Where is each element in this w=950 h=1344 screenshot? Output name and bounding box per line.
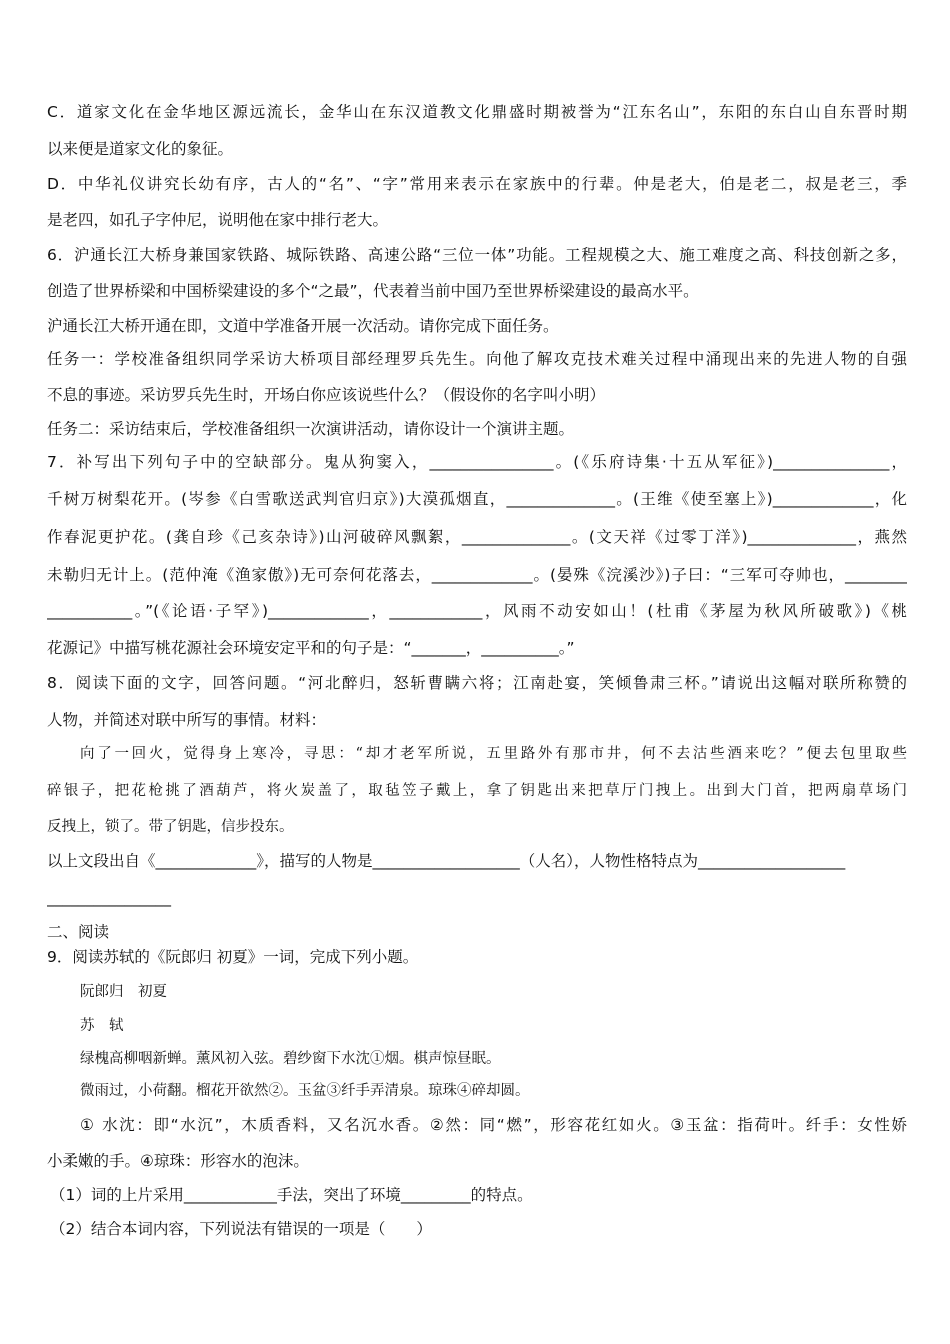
question-7-line-4: 未勒归无计上。(范仲淹《渔家傲》)无可奈何花落去，_____________。(晏殊《浣溪沙》)子曰：“三军可夺帅也，________ xyxy=(47,566,907,584)
sub-question-1: （1）词的上片采用____________手法，突出了环境_________的特点。 xyxy=(50,1186,533,1204)
question-8-line-2: 人物，并简述对联中所写的事情。材料： xyxy=(47,711,327,729)
question-9-prompt: 9．阅读苏轼的《阮郎归 初夏》一词，完成下列小题。 xyxy=(47,948,419,966)
poem-notes-line-1: ① 水沈：即“水沉”，木质香料，又名沉水香。②然：同“燃”，形容花红如火。③玉盆：指荷叶。纤手：女性娇 xyxy=(80,1116,907,1134)
question-6-line-1: 6．沪通长江大桥身兼国家铁路、城际铁路、高速公路“三位一体”功能。工程规模之大、施工难度之高、科技创新之多， xyxy=(47,246,907,264)
passage-line-1: 向了一回火，觉得身上寒冷，寻思：“却才老军所说，五里路外有那市井，何不去沽些酒来吃？”便去包里取些 xyxy=(80,746,907,762)
section-reading-heading: 二、阅读 xyxy=(47,923,110,941)
poem-line-1: 绿槐高柳咽新蝉。薰风初入弦。碧纱窗下水沈①烟。棋声惊昼眠。 xyxy=(80,1051,501,1067)
poem-title: 阮郎归 初夏 xyxy=(80,984,167,1000)
question-7-line-5: ___________。”(《论语·子罕》)_____________，____________，风雨不动安如山！(杜甫《茅屋为秋风所破歌》)《桃 xyxy=(47,602,907,620)
question-6-line-3: 沪通长江大桥开通在即，文道中学准备开展一次活动。请你完成下面任务。 xyxy=(47,317,559,335)
question-7-line-3: 作春泥更护花。(龚自珍《己亥杂诗》)山河破碎风飘絮，______________。(文天祥《过零丁洋》)______________，燕然 xyxy=(47,528,907,546)
question-6-line-2: 创造了世界桥梁和中国桥梁建设的多个“之最”，代表着当前中国乃至世界桥梁建设的最高水平。 xyxy=(47,282,699,300)
option-d-line-1: D．中华礼仪讲究长幼有序，古人的“名”、“字”常用来表示在家族中的行辈。仲是老大，伯是老二，叔是老三，季 xyxy=(47,175,907,193)
poem-author: 苏 轼 xyxy=(80,1018,124,1034)
option-d-line-2: 是老四，如孔子字仲尼，说明他在家中排行老大。 xyxy=(47,211,389,229)
question-8-blank-line-2: ________________ xyxy=(47,889,171,907)
task-one-line-2: 不息的事迹。采访罗兵先生时，开场白你应该说些什么？（假设你的名字叫小明） xyxy=(47,386,606,404)
poem-notes-line-2: 小柔嫩的手。④琼珠：形容水的泡沫。 xyxy=(47,1152,309,1170)
passage-line-3: 反拽上，锁了。带了钥匙，信步投东。 xyxy=(47,819,294,835)
passage-line-2: 碎银子，把花枪挑了酒葫芦，将火炭盖了，取毡笠子戴上，拿了钥匙出来把草厅门拽上。出到大门首，把两扇草场门 xyxy=(47,783,907,799)
sub-question-2: （2）结合本词内容，下列说法有错误的一项是（ ） xyxy=(50,1220,432,1238)
question-8-line-1: 8．阅读下面的文字，回答问题。“河北醉归，怒斩曹瞒六将；江南赴宴，笑倾鲁肃三杯。”请说出这幅对联所称赞的 xyxy=(47,674,907,692)
task-one-line-1: 任务一：学校准备组织同学采访大桥项目部经理罗兵先生。向他了解攻克技术难关过程中涌现出来的先进人物的自强 xyxy=(47,350,907,368)
task-two-line: 任务二：采访结束后，学校准备组织一次演讲活动，请你设计一个演讲主题。 xyxy=(47,420,575,438)
question-7-line-2: 千树万树梨花开。(岑参《白雪歌送武判官归京》)大漠孤烟直，______________。(王维《使至塞上》)_____________，化 xyxy=(47,490,907,508)
option-c-line-2: 以来便是道家文化的象征。 xyxy=(47,140,234,158)
poem-line-2: 微雨过，小荷翻。榴花开欲然②。玉盆③纤手弄清泉。琼珠④碎却圆。 xyxy=(80,1083,530,1099)
question-8-blank-line: 以上文段出自《_____________》，描写的人物是___________________（人名），人物性格特点为___________________ xyxy=(47,852,846,870)
option-c-line-1: C．道家文化在金华地区源远流长，金华山在东汉道教文化鼎盛时期被誉为“江东名山”，东阳的东白山自东晋时期 xyxy=(47,103,907,121)
question-7-line-6: 花源记》中描写桃花源社会环境安定平和的句子是：“_______，__________。” xyxy=(47,639,575,657)
question-7-line-1: 7．补写出下列句子中的空缺部分。鬼从狗窦入，________________。(《乐府诗集·十五从军征》)_______________， xyxy=(47,453,907,471)
